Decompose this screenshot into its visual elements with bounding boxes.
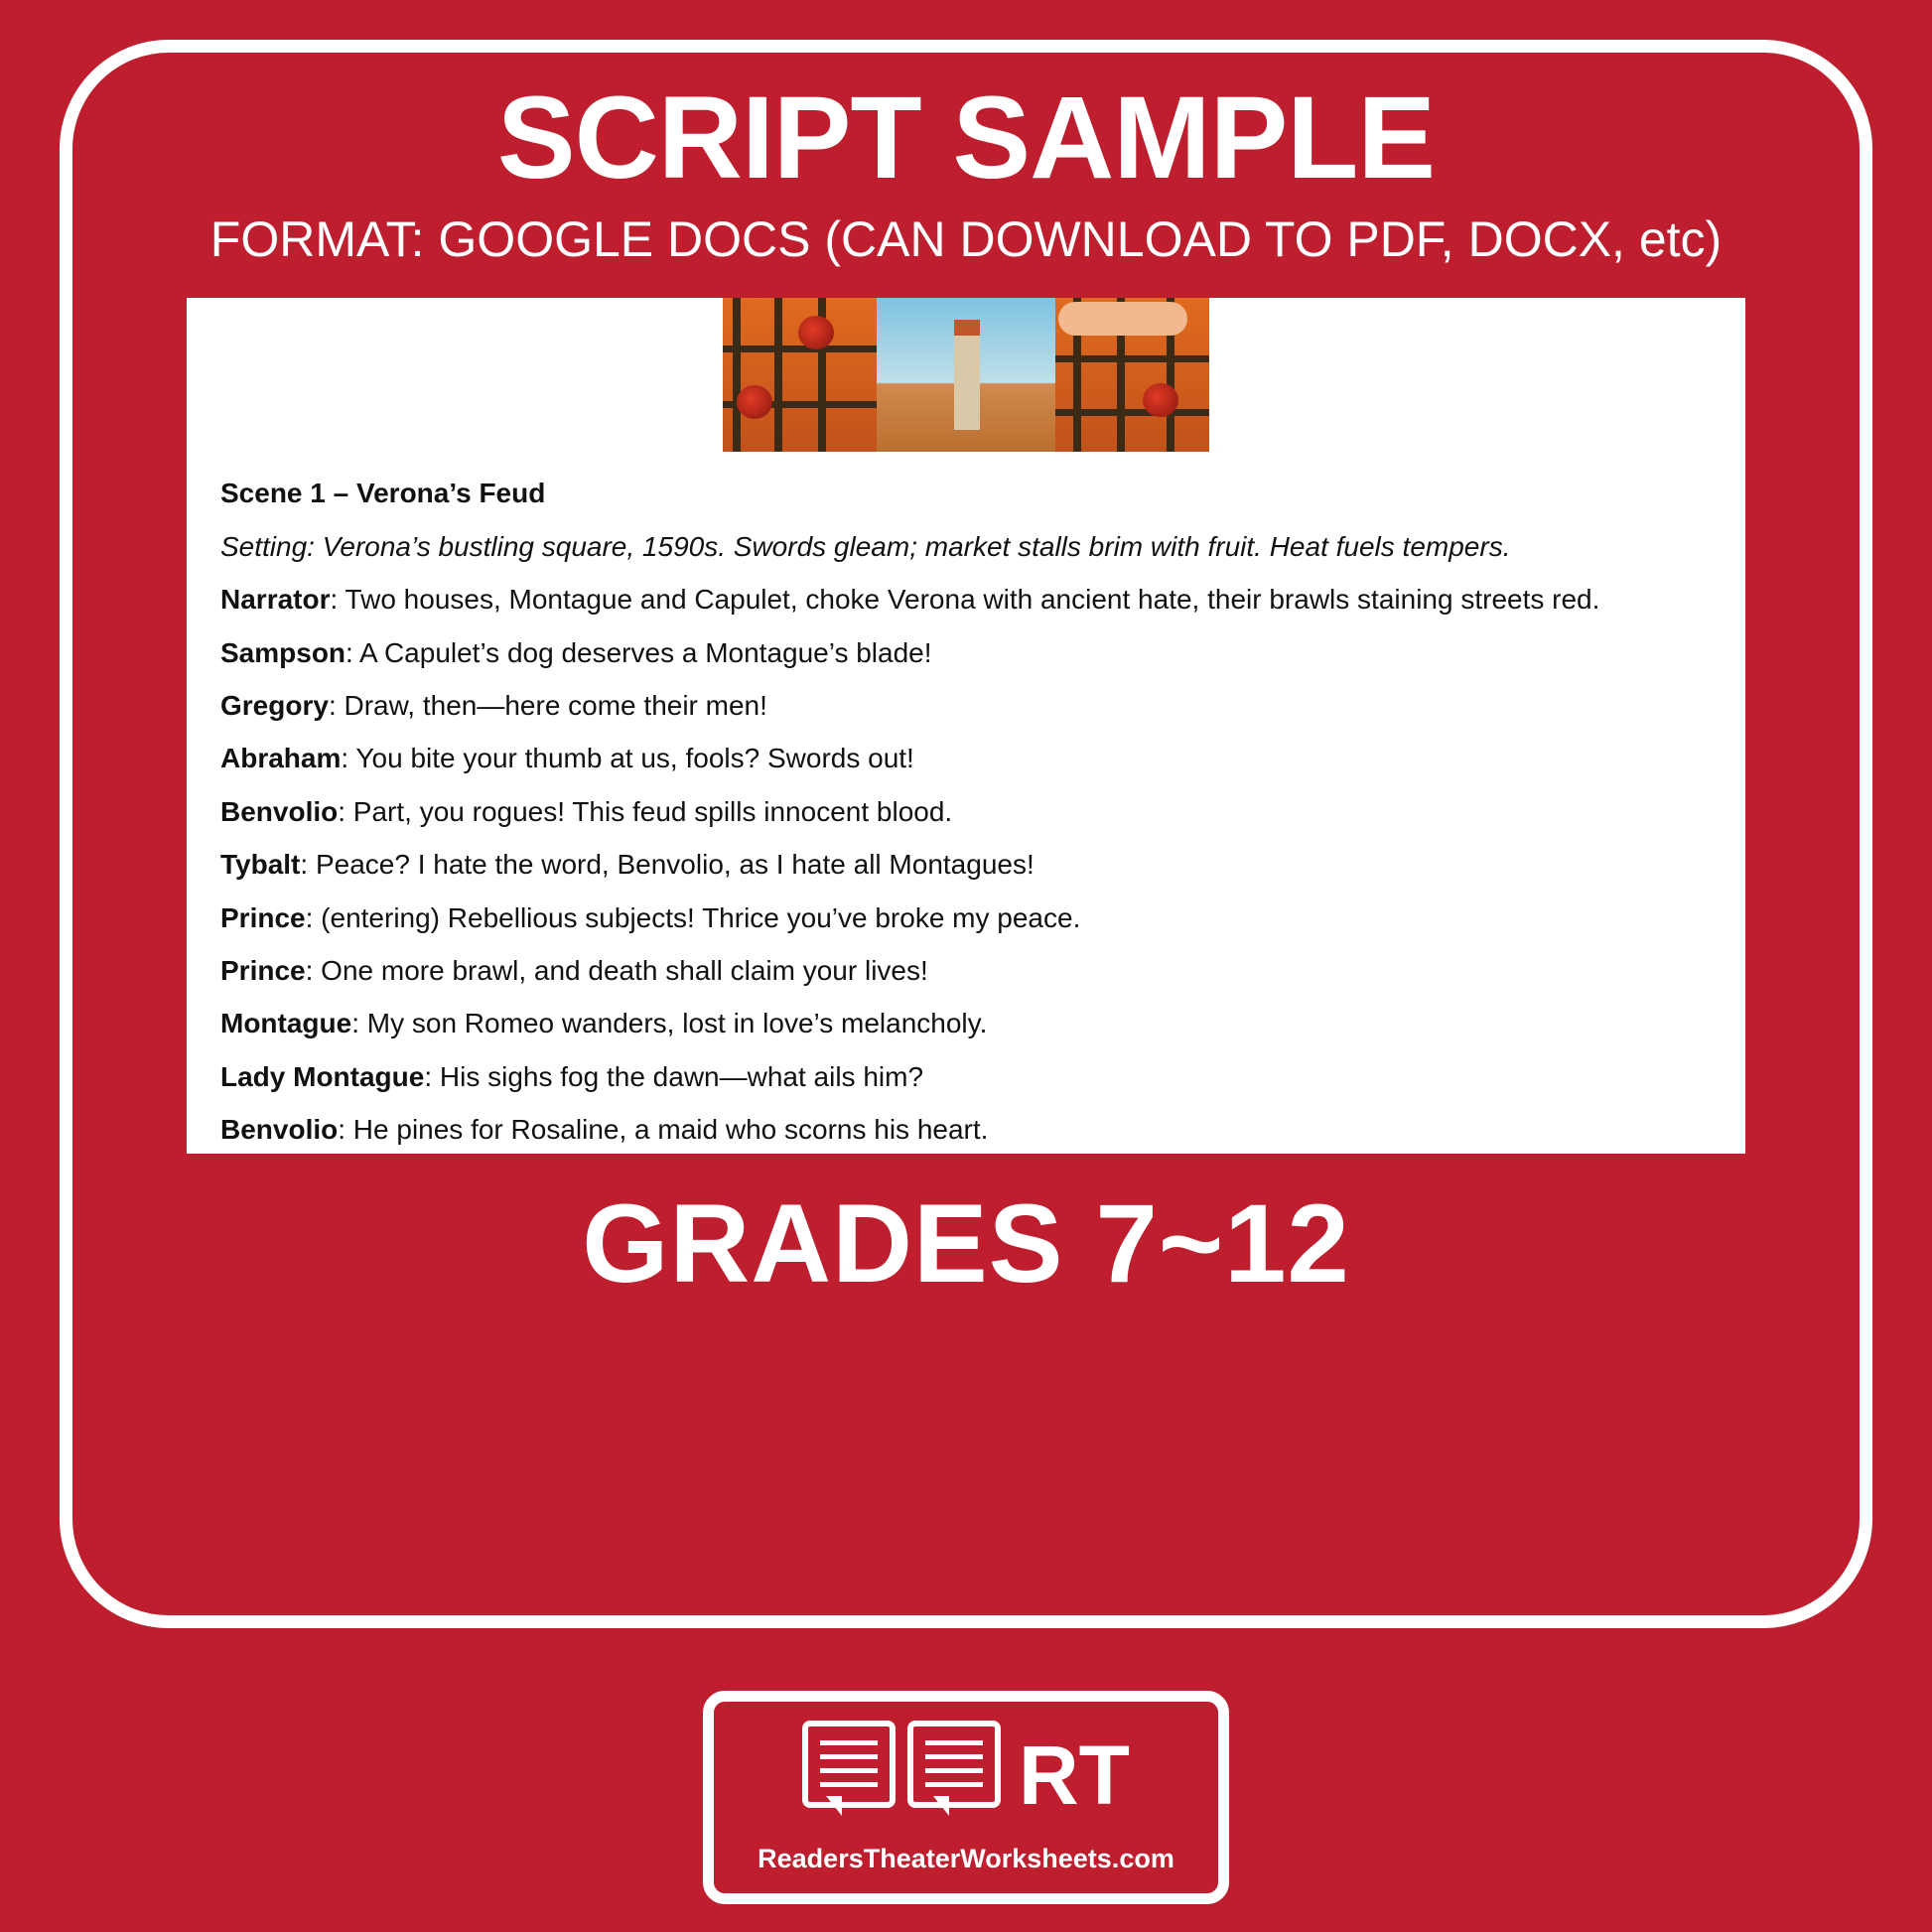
script-line bbox=[220, 631, 1712, 674]
line-text: : Draw, then—here come their men! bbox=[328, 690, 767, 722]
script-line bbox=[220, 1002, 1712, 1044]
open-book-icon bbox=[802, 1721, 1001, 1830]
line-text: : A Capulet’s dog deserves a Montague’s blade! bbox=[345, 636, 932, 668]
line-text: : Peace? I hate the word, Benvolio, as I hate all Montagues! bbox=[300, 849, 1035, 881]
line-speaker: Benvolio bbox=[220, 1114, 339, 1146]
logo-caption: ReadersTheaterWorksheets.com bbox=[758, 1844, 1174, 1873]
scene-setting: Setting: Verona’s bustling square, 1590s. Swords gleam; market stalls brim with fruit. Heat fuels tempers. bbox=[220, 530, 1511, 562]
brand-logo[interactable] bbox=[698, 1691, 1234, 1904]
grades-label: GRADES 7~12 bbox=[582, 1180, 1350, 1306]
document-preview[interactable] bbox=[187, 298, 1745, 1154]
script-line bbox=[220, 737, 1712, 779]
line-text: : One more brawl, and death shall claim your lives! bbox=[305, 955, 928, 987]
line-text: : Part, you rogues! This feud spills innocent blood. bbox=[338, 795, 953, 827]
illustration-tower bbox=[954, 320, 980, 430]
line-text: : He pines for Rosaline, a maid who scorns his heart. bbox=[338, 1114, 989, 1146]
script-line bbox=[220, 684, 1712, 727]
book-right-page bbox=[907, 1721, 1001, 1808]
line-speaker: Abraham bbox=[220, 743, 342, 774]
logo-row bbox=[802, 1721, 1130, 1830]
script-line bbox=[220, 790, 1712, 833]
line-text: : My son Romeo wanders, lost in love’s melancholy. bbox=[351, 1008, 988, 1039]
page-title: SCRIPT SAMPLE bbox=[496, 72, 1436, 204]
logo-mark: RT bbox=[1019, 1728, 1130, 1822]
line-speaker: Benvolio bbox=[220, 795, 339, 827]
logo-box bbox=[703, 1691, 1229, 1904]
line-speaker: Sampson bbox=[220, 636, 346, 668]
poster-header bbox=[0, 72, 1932, 268]
format-subtitle: FORMAT: GOOGLE DOCS (CAN DOWNLOAD TO PDF, DOCX, etc) bbox=[209, 210, 1723, 267]
illustration-left-ironwork bbox=[723, 298, 877, 452]
illustration-hand bbox=[1058, 302, 1187, 336]
line-text: : Two houses, Montague and Capulet, choke Verona with ancient hate, their brawls staining streets red. bbox=[330, 584, 1600, 616]
script-line bbox=[220, 578, 1712, 621]
script-line bbox=[220, 1055, 1712, 1098]
line-text: : You bite your thumb at us, fools? Swords out! bbox=[341, 743, 914, 774]
illustration-right-ironwork bbox=[1055, 298, 1209, 452]
illustration-sky bbox=[877, 298, 1055, 452]
script-line bbox=[220, 1108, 1712, 1151]
line-speaker: Prince bbox=[220, 901, 306, 933]
line-speaker: Narrator bbox=[220, 584, 331, 616]
book-left-page bbox=[802, 1721, 896, 1808]
line-text: : His sighs fog the dawn—what ails him? bbox=[424, 1060, 924, 1092]
script-line bbox=[220, 949, 1712, 992]
line-speaker: Lady Montague bbox=[220, 1060, 425, 1092]
script-illustration-image bbox=[723, 298, 1209, 452]
script-line bbox=[220, 897, 1712, 939]
line-speaker: Tybalt bbox=[220, 849, 301, 881]
line-speaker: Prince bbox=[220, 955, 306, 987]
script-line bbox=[220, 843, 1712, 886]
line-text: : (entering) Rebellious subjects! Thrice you’ve broke my peace. bbox=[305, 901, 1081, 933]
line-speaker: Montague bbox=[220, 1008, 352, 1039]
scene-heading: Scene 1 – Verona’s Feud bbox=[220, 477, 546, 508]
line-speaker: Gregory bbox=[220, 690, 329, 722]
script-text-body bbox=[187, 452, 1745, 1152]
